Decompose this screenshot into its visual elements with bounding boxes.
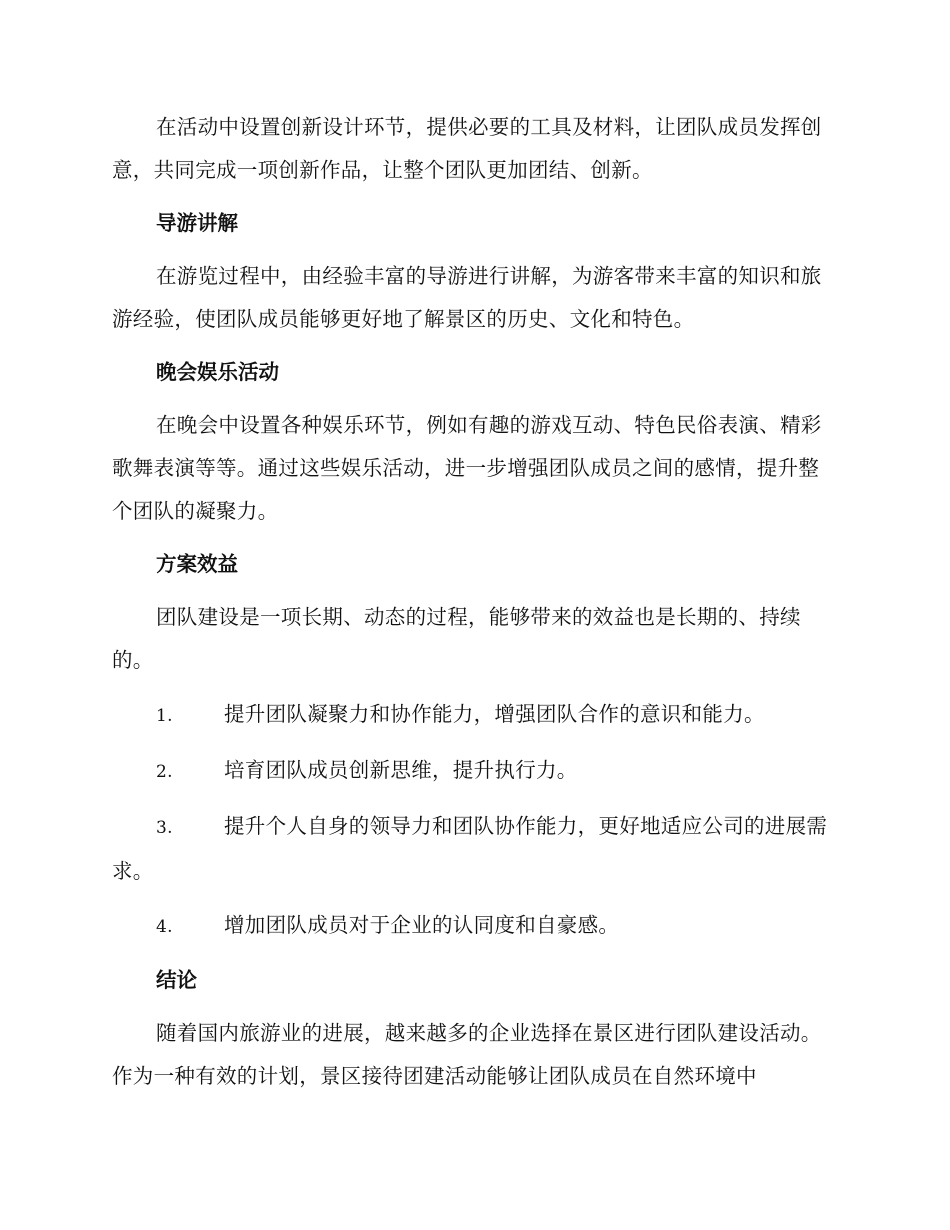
benefits-paragraph: 团队建设是一项长期、动态的过程，能够带来的效益也是长期的、持续的。 [112,605,801,672]
list-item-text: 培育团队成员创新思维，提升执行力。 [224,758,578,782]
conclusion-heading: 结论 [156,968,197,992]
list-item-number: 1. [156,706,173,726]
list-item [112,749,838,794]
list-item-text: 提升个人自身的领导力和团队协作能力，更好地适应公司的进展需求。 [112,814,828,883]
list-item-text: 增加团队成员对于企业的认同度和自豪感。 [224,913,620,937]
list-item-number: 3. [156,818,173,838]
evening-paragraph: 在晚会中设置各种娱乐环节，例如有趣的游戏互动、特色民俗表演、精彩歌舞表演等等。通过这些娱乐活动，进一步增强团队成员之间的感情，提升整个团队的凝聚力。 [112,413,822,523]
conclusion-paragraph: 随着国内旅游业的进展，越来越多的企业选择在景区进行团队建设活动。作为一种有效的计划，景区接待团建活动能够让团队成员在自然环境中 [112,1021,822,1088]
list-item-number: 2. [156,762,173,782]
benefits-heading: 方案效益 [156,552,238,576]
list-item [112,805,838,893]
list-item-text: 提升团队凝聚力和协作能力，增强团队合作的意识和能力。 [224,702,765,726]
list-item [112,693,838,738]
list-item-number: 4. [156,917,173,937]
evening-heading: 晚会娱乐活动 [156,360,279,384]
intro-paragraph: 在活动中设置创新设计环节，提供必要的工具及材料，让团队成员发挥创意，共同完成一项创新作品，让整个团队更加团结、创新。 [112,115,822,182]
guide-paragraph: 在游览过程中，由经验丰富的导游进行讲解，为游客带来丰富的知识和旅游经验，使团队成员能够更好地了解景区的历史、文化和特色。 [112,264,822,331]
document-page [112,106,838,1098]
list-item [112,904,838,949]
guide-heading: 导游讲解 [156,211,238,235]
